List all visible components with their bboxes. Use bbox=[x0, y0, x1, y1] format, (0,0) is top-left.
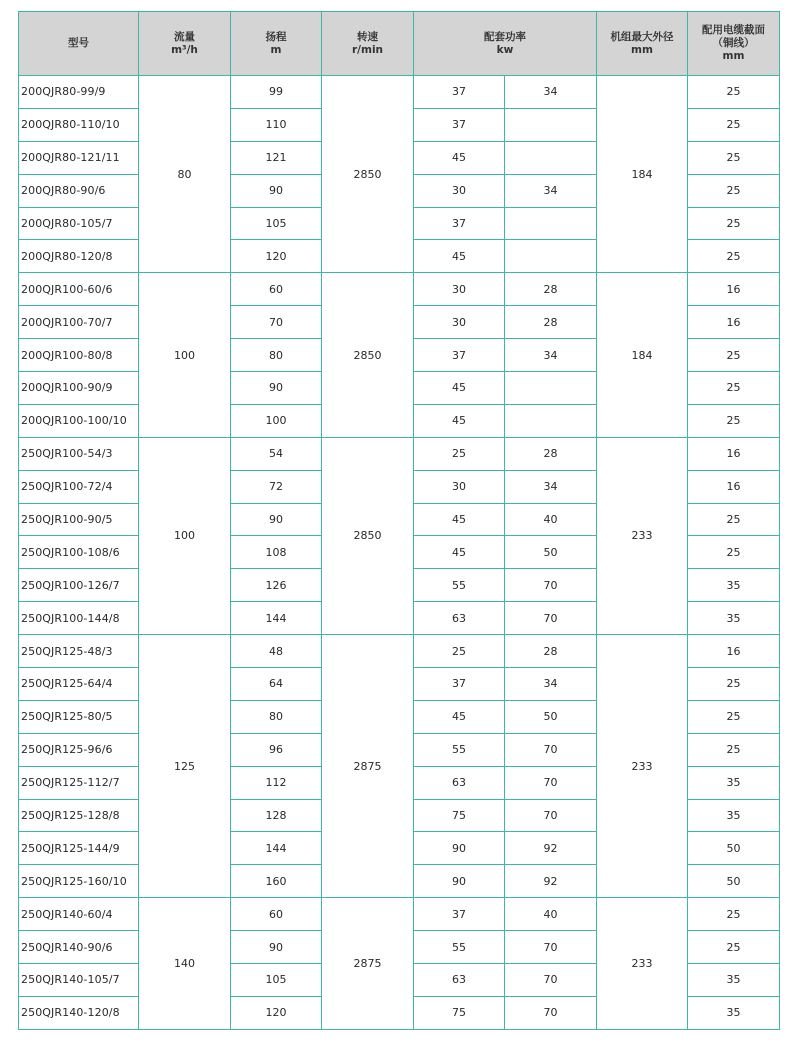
cell-cable: 25 bbox=[688, 339, 780, 372]
cell-power-2: 34 bbox=[505, 470, 597, 503]
cell-power-2: 28 bbox=[505, 437, 597, 470]
cell-head: 60 bbox=[231, 898, 322, 931]
pump-spec-table bbox=[18, 11, 780, 1030]
cell-power-2: 92 bbox=[505, 865, 597, 898]
cell-cable: 35 bbox=[688, 602, 780, 635]
cell-power-1: 25 bbox=[414, 635, 505, 668]
cell-head: 105 bbox=[231, 207, 322, 240]
cell-power-1: 75 bbox=[414, 996, 505, 1029]
cell-power-1: 30 bbox=[414, 174, 505, 207]
cell-power-2 bbox=[505, 141, 597, 174]
cell-head: 110 bbox=[231, 108, 322, 141]
cell-flow: 140 bbox=[139, 898, 231, 1030]
cell-head: 121 bbox=[231, 141, 322, 174]
cell-cable: 50 bbox=[688, 832, 780, 865]
cell-power-2: 70 bbox=[505, 733, 597, 766]
cell-head: 120 bbox=[231, 996, 322, 1029]
cell-head: 128 bbox=[231, 799, 322, 832]
cell-power-1: 45 bbox=[414, 536, 505, 569]
cell-model: 250QJR100-72/4 bbox=[19, 470, 139, 503]
cell-cable: 35 bbox=[688, 569, 780, 602]
cell-head: 108 bbox=[231, 536, 322, 569]
cell-diameter: 233 bbox=[597, 898, 688, 1030]
cell-head: 126 bbox=[231, 569, 322, 602]
header-row bbox=[19, 12, 780, 76]
cell-cable: 25 bbox=[688, 931, 780, 964]
cell-head: 112 bbox=[231, 766, 322, 799]
cell-cable: 25 bbox=[688, 700, 780, 733]
table-header bbox=[19, 12, 780, 76]
cell-power-2 bbox=[505, 207, 597, 240]
cell-model: 250QJR140-120/8 bbox=[19, 996, 139, 1029]
cell-model: 200QJR100-60/6 bbox=[19, 273, 139, 306]
cell-diameter: 184 bbox=[597, 76, 688, 273]
cell-model: 200QJR80-99/9 bbox=[19, 76, 139, 109]
cell-power-2: 70 bbox=[505, 766, 597, 799]
cell-power-1: 30 bbox=[414, 470, 505, 503]
cell-head: 144 bbox=[231, 602, 322, 635]
cell-power-1: 30 bbox=[414, 306, 505, 339]
cell-power-1: 45 bbox=[414, 503, 505, 536]
cell-head: 70 bbox=[231, 306, 322, 339]
cell-power-2 bbox=[505, 404, 597, 437]
cell-cable: 16 bbox=[688, 273, 780, 306]
cell-model: 200QJR100-70/7 bbox=[19, 306, 139, 339]
cell-cable: 35 bbox=[688, 766, 780, 799]
cell-model: 250QJR125-64/4 bbox=[19, 668, 139, 701]
cell-cable: 25 bbox=[688, 141, 780, 174]
cell-head: 144 bbox=[231, 832, 322, 865]
cell-power-1: 63 bbox=[414, 964, 505, 997]
cell-power-1: 45 bbox=[414, 240, 505, 273]
table-row bbox=[19, 273, 780, 306]
cell-cable: 25 bbox=[688, 733, 780, 766]
cell-diameter: 184 bbox=[597, 273, 688, 437]
cell-cable: 25 bbox=[688, 404, 780, 437]
cell-model: 250QJR100-108/6 bbox=[19, 536, 139, 569]
cell-cable: 50 bbox=[688, 865, 780, 898]
cell-model: 200QJR100-100/10 bbox=[19, 404, 139, 437]
cell-model: 250QJR125-80/5 bbox=[19, 700, 139, 733]
cell-head: 96 bbox=[231, 733, 322, 766]
cell-power-1: 37 bbox=[414, 668, 505, 701]
cell-cable: 16 bbox=[688, 470, 780, 503]
cell-model: 200QJR80-110/10 bbox=[19, 108, 139, 141]
cell-diameter: 233 bbox=[597, 635, 688, 898]
cell-power-2: 34 bbox=[505, 76, 597, 109]
cell-head: 80 bbox=[231, 339, 322, 372]
cell-power-2: 28 bbox=[505, 273, 597, 306]
cell-power-1: 30 bbox=[414, 273, 505, 306]
cell-power-1: 37 bbox=[414, 76, 505, 109]
cell-speed: 2850 bbox=[322, 273, 414, 437]
cell-head: 160 bbox=[231, 865, 322, 898]
cell-model: 250QJR100-126/7 bbox=[19, 569, 139, 602]
cell-power-1: 55 bbox=[414, 569, 505, 602]
cell-power-1: 45 bbox=[414, 404, 505, 437]
cell-power-2: 50 bbox=[505, 536, 597, 569]
cell-head: 100 bbox=[231, 404, 322, 437]
cell-power-2 bbox=[505, 372, 597, 405]
cell-power-1: 75 bbox=[414, 799, 505, 832]
cell-model: 200QJR100-80/8 bbox=[19, 339, 139, 372]
cell-model: 250QJR125-160/10 bbox=[19, 865, 139, 898]
cell-head: 90 bbox=[231, 372, 322, 405]
cell-flow: 100 bbox=[139, 437, 231, 634]
cell-cable: 35 bbox=[688, 996, 780, 1029]
cell-model: 250QJR100-54/3 bbox=[19, 437, 139, 470]
cell-power-2: 40 bbox=[505, 503, 597, 536]
cell-speed: 2850 bbox=[322, 437, 414, 634]
cell-cable: 25 bbox=[688, 898, 780, 931]
header-model: 型号 bbox=[19, 12, 139, 76]
cell-speed: 2875 bbox=[322, 635, 414, 898]
cell-power-1: 55 bbox=[414, 931, 505, 964]
cell-power-2: 50 bbox=[505, 700, 597, 733]
table-row bbox=[19, 76, 780, 109]
cell-cable: 25 bbox=[688, 240, 780, 273]
cell-cable: 16 bbox=[688, 306, 780, 339]
cell-model: 200QJR80-105/7 bbox=[19, 207, 139, 240]
cell-head: 60 bbox=[231, 273, 322, 306]
cell-power-1: 25 bbox=[414, 437, 505, 470]
cell-power-2: 70 bbox=[505, 996, 597, 1029]
cell-model: 250QJR125-128/8 bbox=[19, 799, 139, 832]
cell-flow: 125 bbox=[139, 635, 231, 898]
cell-power-2 bbox=[505, 108, 597, 141]
cell-diameter: 233 bbox=[597, 437, 688, 634]
cell-cable: 25 bbox=[688, 503, 780, 536]
cell-model: 250QJR140-60/4 bbox=[19, 898, 139, 931]
cell-model: 200QJR100-90/9 bbox=[19, 372, 139, 405]
cell-model: 250QJR125-96/6 bbox=[19, 733, 139, 766]
cell-cable: 16 bbox=[688, 437, 780, 470]
cell-power-2: 34 bbox=[505, 339, 597, 372]
header-cable: 配用电缆截面 （铜线） mm bbox=[688, 12, 780, 76]
header-flow: 流量 m³/h bbox=[139, 12, 231, 76]
cell-model: 250QJR100-90/5 bbox=[19, 503, 139, 536]
cell-cable: 25 bbox=[688, 174, 780, 207]
cell-head: 72 bbox=[231, 470, 322, 503]
table-body bbox=[19, 76, 780, 1030]
cell-cable: 35 bbox=[688, 799, 780, 832]
cell-model: 200QJR80-121/11 bbox=[19, 141, 139, 174]
header-head: 扬程 m bbox=[231, 12, 322, 76]
cell-head: 90 bbox=[231, 174, 322, 207]
cell-power-2: 40 bbox=[505, 898, 597, 931]
cell-power-1: 90 bbox=[414, 865, 505, 898]
cell-cable: 16 bbox=[688, 635, 780, 668]
cell-power-2: 34 bbox=[505, 668, 597, 701]
cell-flow: 100 bbox=[139, 273, 231, 437]
cell-head: 99 bbox=[231, 76, 322, 109]
cell-power-2: 28 bbox=[505, 306, 597, 339]
cell-head: 120 bbox=[231, 240, 322, 273]
header-power: 配套功率 kw bbox=[414, 12, 597, 76]
cell-model: 250QJR100-144/8 bbox=[19, 602, 139, 635]
cell-model: 250QJR125-48/3 bbox=[19, 635, 139, 668]
cell-power-1: 63 bbox=[414, 602, 505, 635]
cell-model: 200QJR80-90/6 bbox=[19, 174, 139, 207]
header-speed: 转速 r/min bbox=[322, 12, 414, 76]
cell-cable: 25 bbox=[688, 207, 780, 240]
table-row bbox=[19, 898, 780, 931]
cell-power-2: 70 bbox=[505, 799, 597, 832]
cell-head: 105 bbox=[231, 964, 322, 997]
cell-model: 200QJR80-120/8 bbox=[19, 240, 139, 273]
cell-power-1: 37 bbox=[414, 898, 505, 931]
cell-head: 90 bbox=[231, 503, 322, 536]
cell-power-2: 70 bbox=[505, 569, 597, 602]
cell-model: 250QJR125-144/9 bbox=[19, 832, 139, 865]
cell-head: 54 bbox=[231, 437, 322, 470]
cell-speed: 2875 bbox=[322, 898, 414, 1030]
cell-power-2: 92 bbox=[505, 832, 597, 865]
table-row bbox=[19, 437, 780, 470]
cell-head: 80 bbox=[231, 700, 322, 733]
cell-power-2 bbox=[505, 240, 597, 273]
cell-power-2: 70 bbox=[505, 931, 597, 964]
table-row bbox=[19, 635, 780, 668]
cell-power-1: 45 bbox=[414, 372, 505, 405]
cell-power-2: 28 bbox=[505, 635, 597, 668]
cell-power-1: 55 bbox=[414, 733, 505, 766]
cell-head: 90 bbox=[231, 931, 322, 964]
cell-cable: 35 bbox=[688, 964, 780, 997]
cell-power-1: 63 bbox=[414, 766, 505, 799]
cell-cable: 25 bbox=[688, 76, 780, 109]
cell-model: 250QJR140-105/7 bbox=[19, 964, 139, 997]
cell-power-1: 90 bbox=[414, 832, 505, 865]
cell-power-1: 37 bbox=[414, 339, 505, 372]
header-diameter: 机组最大外径 mm bbox=[597, 12, 688, 76]
cell-power-1: 45 bbox=[414, 700, 505, 733]
cell-flow: 80 bbox=[139, 76, 231, 273]
cell-power-1: 37 bbox=[414, 108, 505, 141]
cell-head: 64 bbox=[231, 668, 322, 701]
cell-power-1: 45 bbox=[414, 141, 505, 174]
cell-power-1: 37 bbox=[414, 207, 505, 240]
cell-cable: 25 bbox=[688, 536, 780, 569]
cell-power-2: 70 bbox=[505, 602, 597, 635]
cell-cable: 25 bbox=[688, 108, 780, 141]
cell-cable: 25 bbox=[688, 372, 780, 405]
cell-model: 250QJR140-90/6 bbox=[19, 931, 139, 964]
cell-speed: 2850 bbox=[322, 76, 414, 273]
cell-head: 48 bbox=[231, 635, 322, 668]
cell-power-2: 70 bbox=[505, 964, 597, 997]
cell-cable: 25 bbox=[688, 668, 780, 701]
cell-power-2: 34 bbox=[505, 174, 597, 207]
cell-model: 250QJR125-112/7 bbox=[19, 766, 139, 799]
